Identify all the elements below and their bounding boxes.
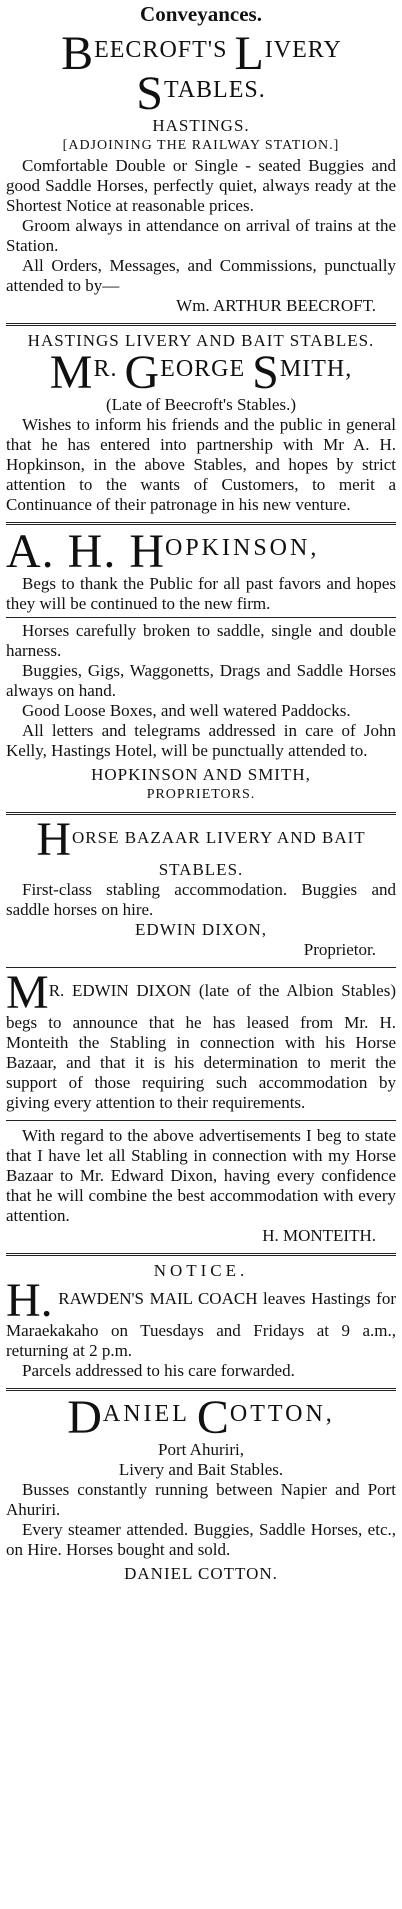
drop-cap: S xyxy=(136,67,164,120)
hopkinson-p3: Buggies, Gigs, Waggonetts, Drags and Saddle Horses always on hand. xyxy=(6,661,396,700)
divider xyxy=(6,1253,396,1256)
beecroft-p1: Comfortable Double or Single - seated Buggies and good Saddle Horses, perfectly quiet, always ready at the Shortest Notice at reasonable prices. xyxy=(6,156,396,215)
monteith-p1: With regard to the above advertisements I beg to state that I have let all Stabling in connection with my Horse Bazaar to Mr. Edward Dixon, having every confidence that he will combine the best accommodation with every attention. xyxy=(6,1126,396,1225)
drop-cap: A. H. H xyxy=(6,525,165,578)
cotton-signature: DANIEL COTTON. xyxy=(124,1564,278,1583)
advertisement-page xyxy=(6,0,396,1588)
drop-cap: B xyxy=(61,27,95,80)
hopkinson-ad xyxy=(6,525,396,809)
title-part: MITH, xyxy=(279,356,353,382)
beecroft-place: HASTINGS. xyxy=(152,116,250,135)
dixon-notice-p1 xyxy=(6,966,396,1113)
title-part: R. xyxy=(93,356,118,382)
title-part: OTTON, xyxy=(229,1401,335,1427)
notice-text: RAWDEN'S MAIL COACH leaves Hastings for Maraekakaho on Tuesdays and Fridays at 9 a.m., returning at 2 p.m. xyxy=(6,1289,396,1360)
drop-cap: L xyxy=(234,27,265,80)
cotton-ad xyxy=(6,1391,396,1588)
hopkinson-firm: HOPKINSON AND SMITH, xyxy=(91,765,311,784)
horse-bazaar-ad xyxy=(6,813,396,964)
beecroft-title xyxy=(6,27,396,120)
hopkinson-p5: All letters and telegrams addressed in care of John Kelly, Hastings Hotel, will be punctually attended to. xyxy=(6,721,396,760)
horse-bazaar-p1: First-class stabling accommodation. Buggies and saddle horses on hire. xyxy=(6,880,396,919)
cotton-place: Port Ahuriri, xyxy=(158,1440,244,1459)
hopkinson-p1: Begs to thank the Public for all past favors and hopes they will be continued to the new firm. xyxy=(6,574,396,613)
hopkinson-name xyxy=(6,525,396,578)
horse-bazaar-title xyxy=(6,813,396,880)
divider xyxy=(6,617,396,618)
title-part: TABLES. xyxy=(163,77,266,103)
notice-p1 xyxy=(6,1274,396,1361)
horse-bazaar-name: EDWIN DIXON, xyxy=(135,920,267,939)
divider xyxy=(6,1120,396,1121)
drop-cap: C xyxy=(196,1391,230,1444)
divider xyxy=(6,967,396,968)
dixon-notice-text: R. EDWIN DIXON (late of the Albion Stables) begs to announce that he has leased from Mr. H. Monteith the Stabling in connection with his Horse Bazaar, and that it is his determination to merit the support of those requiring such accommodation by giving every attention to their requirements. xyxy=(6,981,396,1112)
drop-cap: H. xyxy=(6,1274,53,1327)
title-part: EECROFT'S xyxy=(94,37,228,63)
beecroft-ad xyxy=(6,27,396,320)
section-heading: Conveyances. xyxy=(140,2,262,26)
hopkinson-p4: Good Loose Boxes, and well watered Paddocks. xyxy=(22,701,351,720)
notice-p2: Parcels addressed to his care forwarded. xyxy=(22,1361,295,1380)
beecroft-signature: Wm. ARTHUR BEECROFT. xyxy=(176,296,376,315)
horse-bazaar-role: Proprietor. xyxy=(303,940,376,959)
drop-cap: G xyxy=(124,346,161,399)
cotton-p1: Busses constantly running between Napier and Port Ahuriri. xyxy=(6,1480,396,1519)
title-part: ANIEL xyxy=(102,1401,190,1427)
drop-cap: S xyxy=(252,346,280,399)
monteith-ad xyxy=(6,1124,396,1250)
cotton-p2: Every steamer attended. Buggies, Saddle Horses, etc., on Hire. Horses bought and sold. xyxy=(6,1520,396,1559)
george-smith-name xyxy=(6,346,396,399)
drop-cap: H xyxy=(36,813,72,866)
drop-cap: M xyxy=(6,966,49,1019)
beecroft-p3: All Orders, Messages, and Commissions, punctually attended to by— xyxy=(6,256,396,295)
drop-cap: D xyxy=(67,1391,103,1444)
title-part: ORSE BAZAAR LIVERY AND BAIT STABLES. xyxy=(72,828,366,879)
title-part: EORGE xyxy=(160,356,246,382)
title-part: IVERY xyxy=(264,37,341,63)
drop-cap: M xyxy=(49,346,94,399)
title-part: OPKINSON, xyxy=(165,535,320,561)
hastings-livery-title: HASTINGS LIVERY AND BAIT STABLES. xyxy=(27,331,375,350)
rawden-notice-ad xyxy=(6,1259,396,1385)
dixon-notice-ad xyxy=(6,966,396,1117)
hastings-livery-p1: Wishes to inform his friends and the public in general that he has entered into partnership with Mr A. H. Hopkinson, in the above Stables, and hopes by strict attention to the wants of Customers, to merit a Continuance of their patronage in his new venture. xyxy=(6,415,396,514)
hopkinson-role: PROPRIETORS. xyxy=(146,787,256,802)
beecroft-note: [ADJOINING THE RAILWAY STATION.] xyxy=(62,138,340,153)
cotton-name xyxy=(6,1391,396,1444)
cotton-stables: Livery and Bait Stables. xyxy=(118,1460,284,1479)
notice-title: NOTICE. xyxy=(153,1261,249,1280)
beecroft-p2: Groom always in attendance on arrival of trains at the Station. xyxy=(6,216,396,255)
hopkinson-p2: Horses carefully broken to saddle, single and double harness. xyxy=(6,621,396,660)
hastings-livery-ad xyxy=(6,329,396,519)
late-of-note: (Late of Beecroft's Stables.) xyxy=(106,395,296,414)
monteith-signature: H. MONTEITH. xyxy=(262,1226,376,1245)
divider xyxy=(6,323,396,326)
